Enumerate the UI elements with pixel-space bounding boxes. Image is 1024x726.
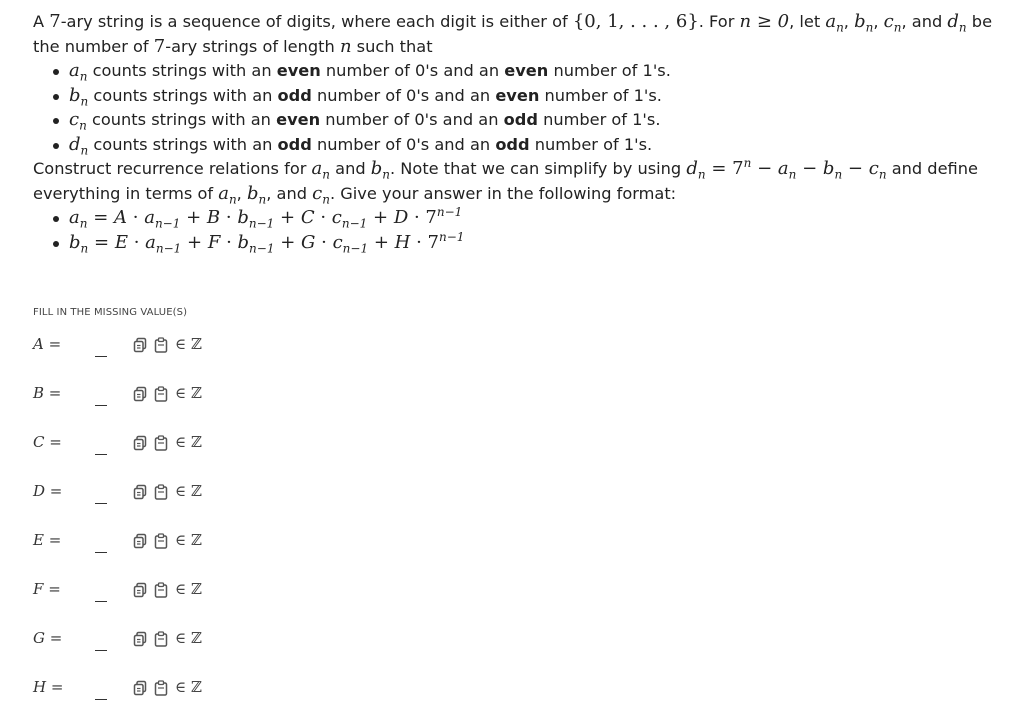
format-b: $b_n = E \cdot a_{n-1} + F \cdot b_{n-1} + G \cdot c_{n-1} + H \cdot 7^{n-1}$ <box>33 231 1013 256</box>
answer-input-f[interactable] <box>95 601 107 602</box>
answer-row-f <box>33 578 333 608</box>
integer-set-label: ∈ ℤ <box>175 629 202 647</box>
variable-label: G = <box>33 629 63 647</box>
answer-row-a <box>33 333 333 363</box>
fill-in-header: FILL IN THE MISSING VALUE(S) <box>33 307 188 318</box>
copy-icon[interactable] <box>133 435 147 451</box>
copy-icon[interactable] <box>133 582 147 598</box>
variable-label: H = <box>33 678 64 696</box>
answer-input-d[interactable] <box>95 503 107 504</box>
answer-format-list <box>33 206 1013 255</box>
copy-icon[interactable] <box>133 533 147 549</box>
problem-statement <box>33 10 1013 255</box>
answer-row-b <box>33 382 333 412</box>
integer-set-label: ∈ ℤ <box>175 580 202 598</box>
variable-label: A = <box>33 335 62 353</box>
clipboard-icon[interactable] <box>154 337 168 353</box>
answer-input-a[interactable] <box>95 356 107 357</box>
clipboard-icon[interactable] <box>154 435 168 451</box>
clipboard-icon[interactable] <box>154 386 168 402</box>
clipboard-icon[interactable] <box>154 582 168 598</box>
answer-row-d <box>33 480 333 510</box>
integer-set-label: ∈ ℤ <box>175 678 202 696</box>
clipboard-icon[interactable] <box>154 631 168 647</box>
integer-set-label: ∈ ℤ <box>175 482 202 500</box>
definition-d: $d_n$ counts strings with an odd number of 0's and an odd number of 1's. <box>33 133 1013 158</box>
clipboard-icon[interactable] <box>154 680 168 696</box>
answer-input-c[interactable] <box>95 454 107 455</box>
answer-row-h <box>33 676 333 706</box>
definition-c: $c_n$ counts strings with an even number of 0's and an odd number of 1's. <box>33 108 1013 133</box>
copy-icon[interactable] <box>133 337 147 353</box>
copy-icon[interactable] <box>133 386 147 402</box>
copy-icon[interactable] <box>133 484 147 500</box>
clipboard-icon[interactable] <box>154 533 168 549</box>
variable-label: D = <box>33 482 63 500</box>
clipboard-icon[interactable] <box>154 484 168 500</box>
variable-label: E = <box>33 531 62 549</box>
answer-input-g[interactable] <box>95 650 107 651</box>
problem-instructions: Construct recurrence relations for $a_n$ and $b_n$. Note that we can simplify by using $d_n = 7^n - a_n - b_n - c_n$ and define everything in terms of $a_n$, $b_n$, and $c_n$. Give your answer in the following format: <box>33 156 978 207</box>
variable-label: C = <box>33 433 62 451</box>
answer-input-h[interactable] <box>95 699 107 700</box>
format-a: $a_n = A \cdot a_{n-1} + B \cdot b_{n-1} + C \cdot c_{n-1} + D \cdot 7^{n-1}$ <box>33 206 1013 231</box>
answer-row-e <box>33 529 333 559</box>
copy-icon[interactable] <box>133 631 147 647</box>
definition-list <box>33 59 1013 157</box>
integer-set-label: ∈ ℤ <box>175 335 202 353</box>
integer-set-label: ∈ ℤ <box>175 384 202 402</box>
answer-input-e[interactable] <box>95 552 107 553</box>
integer-set-label: ∈ ℤ <box>175 531 202 549</box>
problem-intro: A 7-ary string is a sequence of digits, where each digit is either of {0, 1, . . . , 6}. For n ≥ 0, let $a_n$, $b_n$, $c_n$, and $d_n$ be the number of 7-ary strings of length n such that <box>33 11 993 57</box>
variable-label: B = <box>33 384 62 402</box>
copy-icon[interactable] <box>133 680 147 696</box>
integer-set-label: ∈ ℤ <box>175 433 202 451</box>
variable-label: F = <box>33 580 61 598</box>
answer-input-b[interactable] <box>95 405 107 406</box>
definition-a: $a_n$ counts strings with an even number of 0's and an even number of 1's. <box>33 59 1013 84</box>
answer-row-c <box>33 431 333 461</box>
answer-row-g <box>33 627 333 657</box>
definition-b: $b_n$ counts strings with an odd number of 0's and an even number of 1's. <box>33 84 1013 109</box>
